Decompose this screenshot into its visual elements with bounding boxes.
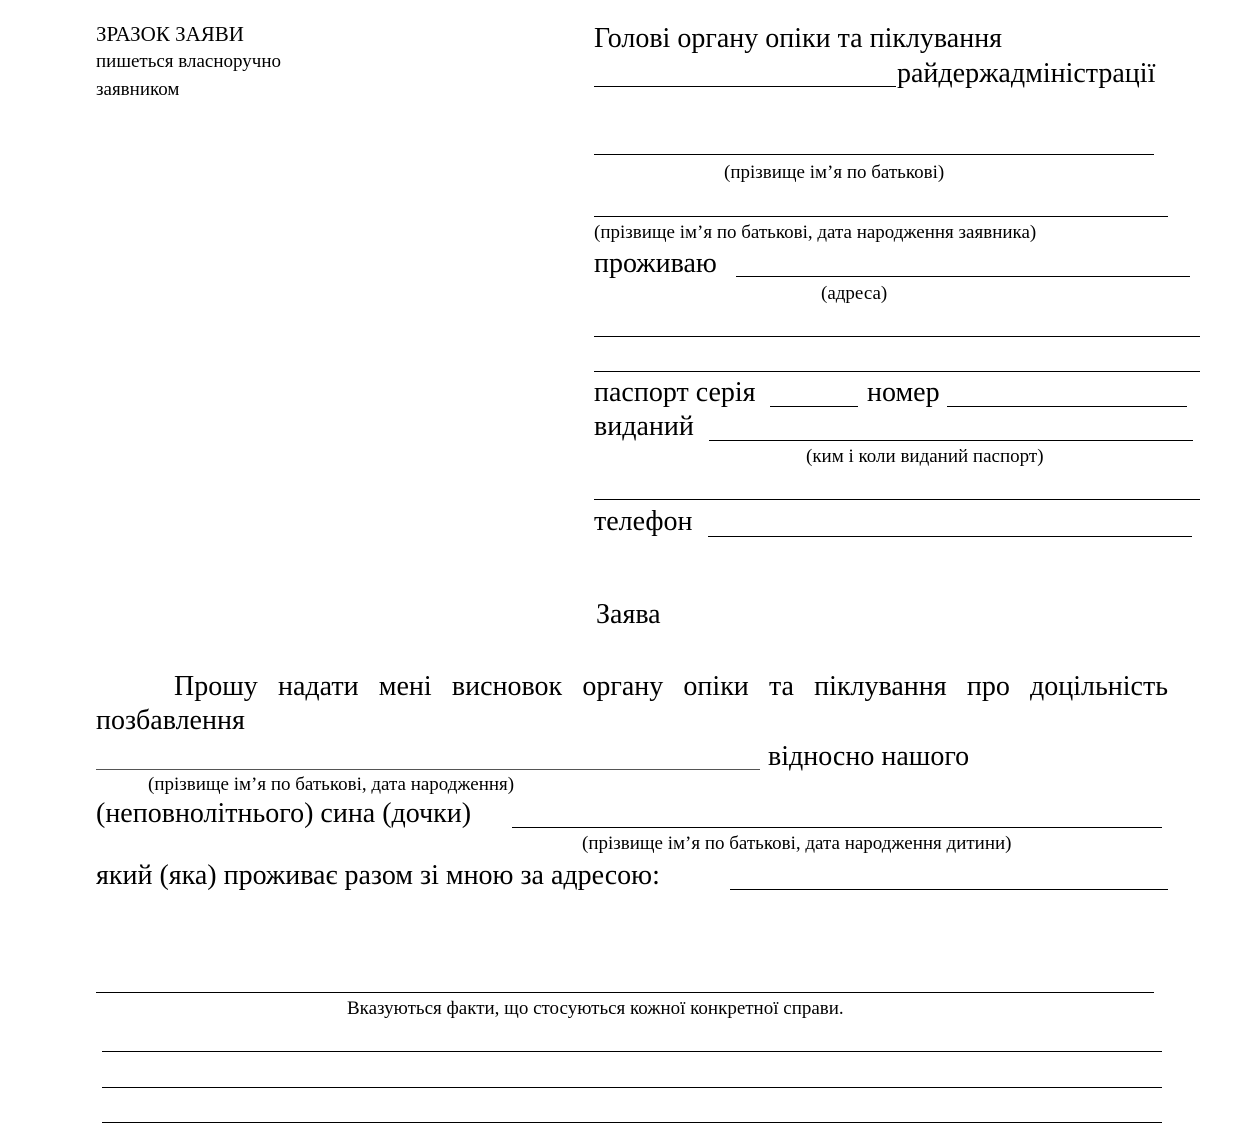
sample-note-line: пишеться власноручно xyxy=(96,51,281,72)
phone-label: телефон xyxy=(594,506,693,537)
issued-label: виданий xyxy=(594,411,694,442)
child-label: (неповнолітнього) сина (дочки) xyxy=(96,798,472,829)
child-caption: (прізвище ім’я по батькові, дата народження дитини) xyxy=(582,833,1012,854)
deprived-person-field[interactable] xyxy=(96,769,760,770)
residence-label: проживаю xyxy=(594,248,717,279)
district-admin-label: райдержадміністрації xyxy=(897,58,1156,89)
child-address-field[interactable] xyxy=(730,889,1168,890)
phone-field[interactable] xyxy=(708,536,1192,537)
addressee-heading: Голові органу опіки та піклування xyxy=(594,23,1003,54)
request-text: Прошу надати мені висновок органу опіки та піклування про доцільність xyxy=(174,671,1168,702)
head-name-field[interactable] xyxy=(594,154,1154,155)
address-field[interactable] xyxy=(736,276,1190,277)
document-title: Заява xyxy=(596,599,661,630)
facts-field[interactable] xyxy=(96,992,1154,993)
facts-field-line[interactable] xyxy=(102,1122,1162,1123)
passport-number-label: номер xyxy=(867,377,940,408)
passport-series-field[interactable] xyxy=(770,406,858,407)
child-name-field[interactable] xyxy=(512,827,1162,828)
passport-series-label: паспорт серія xyxy=(594,377,756,408)
applicant-name-field[interactable] xyxy=(594,216,1168,217)
sample-note-line: заявником xyxy=(96,79,180,100)
facts-caption: Вказуються факти, що стосуються кожної конкретної справи. xyxy=(347,998,844,1019)
applicant-caption: (прізвище ім’я по батькові, дата народження заявника) xyxy=(594,222,1037,243)
issued-field[interactable] xyxy=(709,440,1193,441)
address-field-line[interactable] xyxy=(594,371,1200,372)
issued-caption: (ким і коли виданий паспорт) xyxy=(806,446,1044,467)
address-field-line[interactable] xyxy=(594,336,1200,337)
sample-title: ЗРАЗОК ЗАЯВИ xyxy=(96,22,244,46)
facts-field-line[interactable] xyxy=(102,1051,1162,1052)
lives-with-label: який (яка) проживає разом зі мною за адресою: xyxy=(96,860,660,891)
district-field[interactable] xyxy=(594,86,896,87)
passport-number-field[interactable] xyxy=(947,406,1187,407)
address-caption: (адреса) xyxy=(821,283,888,304)
issued-field-line[interactable] xyxy=(594,499,1200,500)
regarding-label: відносно нашого xyxy=(768,741,970,772)
request-text-continued: позбавлення xyxy=(96,705,245,736)
head-name-caption: (прізвище ім’я по батькові) xyxy=(724,162,945,183)
facts-field-line[interactable] xyxy=(102,1087,1162,1088)
person-caption: (прізвище ім’я по батькові, дата народження) xyxy=(148,774,515,795)
